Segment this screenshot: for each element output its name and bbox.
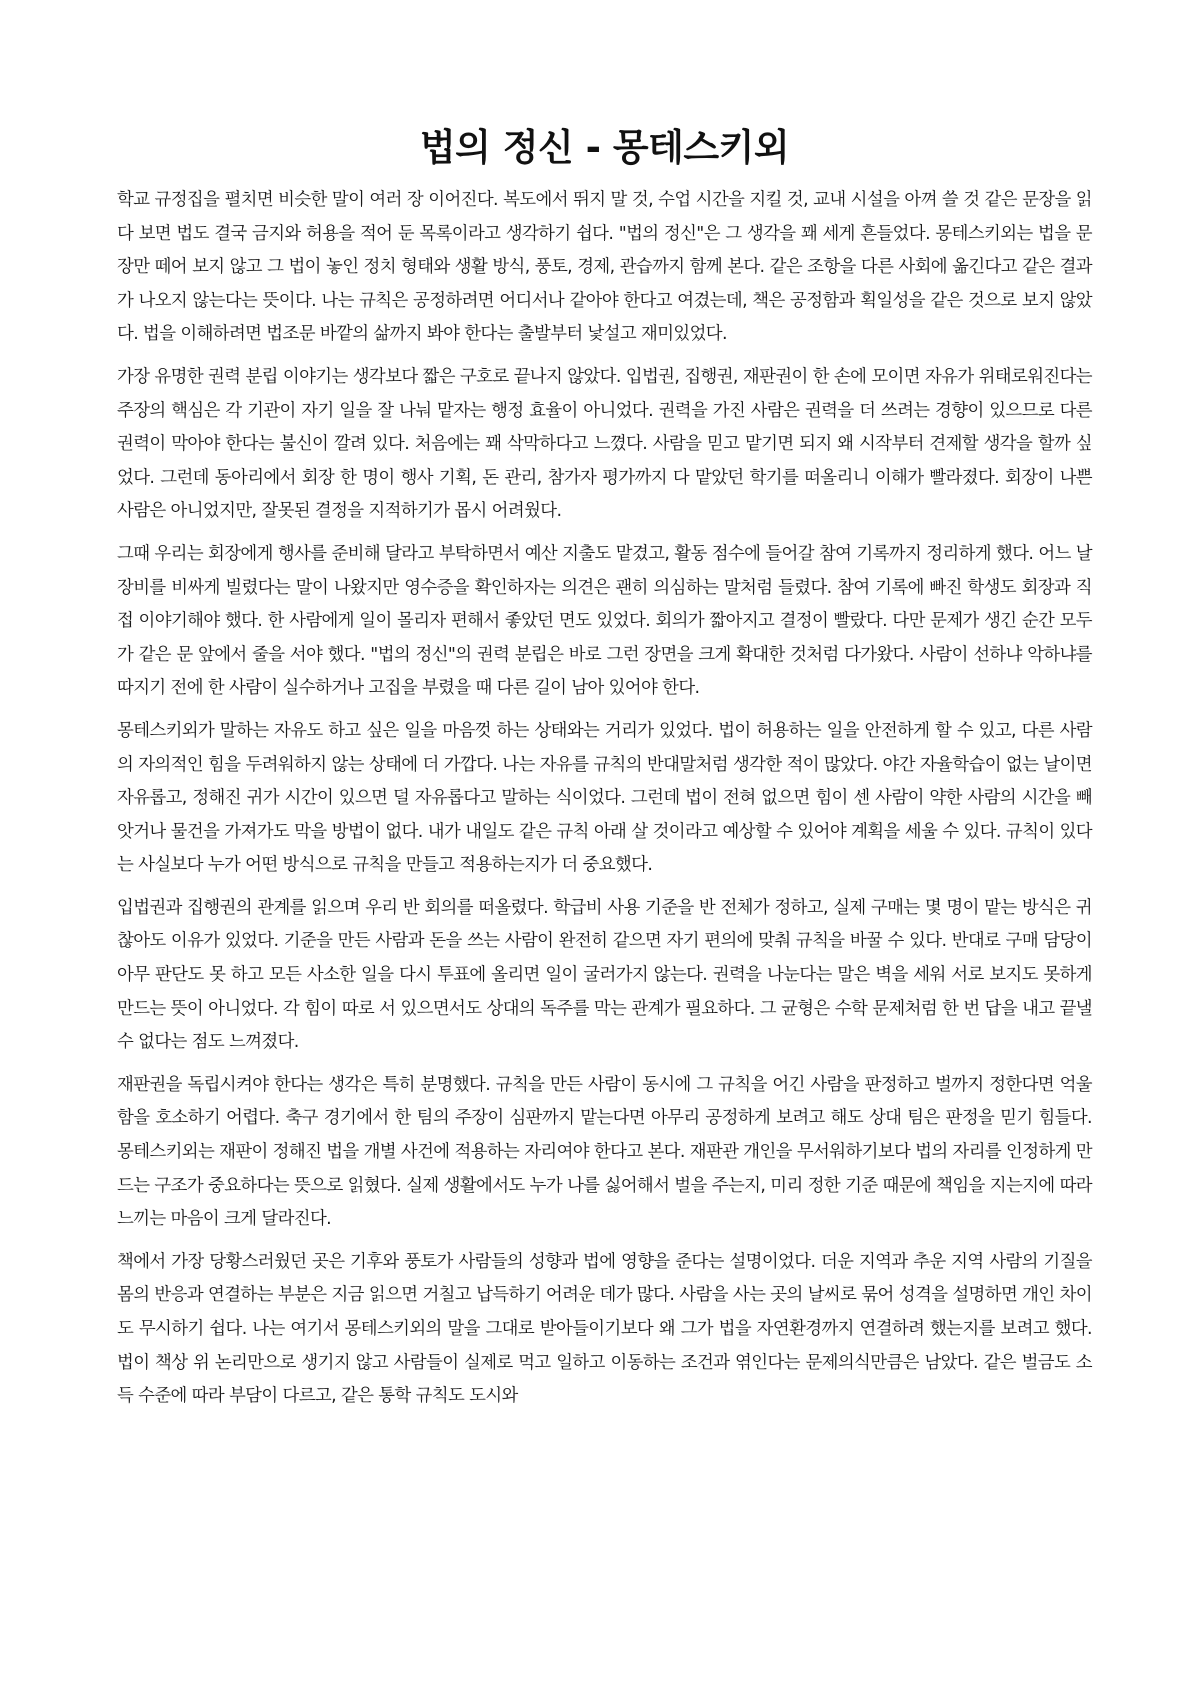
paragraph-1: 학교 규정집을 펼치면 비슷한 말이 여러 장 이어진다. 복도에서 뛰지 말 것, 수업 시간을 지킬 것, 교내 시설을 아껴 쓸 것 같은 문장을 읽다 보면 법도 결국 금지와 허용을 적어 둔 목록이라고 생각하기 쉽다. "법의 정신"은 그 생각을 꽤 세게 흔들었다. 몽테스키외는 법을 문장만 떼어 보지 않고 그 법이 놓인 정치 형태와 생활 방식, 풍토, 경제, 관습까지 함께 본다. 같은 조항을 다른 사회에 옮긴다고 같은 결과가 나오지 않는다는 뜻이다. 나는 규칙은 공정하려면 어디서나 같아야 한다고 여겼는데, 책은 공정함과 획일성을 같은 것으로 보지 않았다. 법을 이해하려면 법조문 바깥의 삶까지 봐야 한다는 출발부터 낯설고 재미있었다. [117,190,1092,345]
paragraph-4: 몽테스키외가 말하는 자유도 하고 싶은 일을 마음껏 하는 상태와는 거리가 있었다. 법이 허용하는 일을 안전하게 할 수 있고, 다른 사람의 자의적인 힘을 두려워하지 않는 상태에 더 가깝다. 나는 자유를 규칙의 반대말처럼 생각한 적이 많았다. 야간 자율학습이 없는 날이면 자유롭고, 정해진 귀가 시간이 있으면 덜 자유롭다고 말하는 식이었다. 그런데 법이 전혀 없으면 힘이 센 사람이 약한 사람의 시간을 빼앗거나 물건을 가져가도 막을 방법이 없다. 내가 내일도 같은 규칙 아래 살 것이라고 예상할 수 있어야 계획을 세울 수 있다. 규칙이 있다는 사실보다 누가 어떤 방식으로 규칙을 만들고 적용하는지가 더 중요했다. [117,720,1092,876]
paragraph-3: 그때 우리는 회장에게 행사를 준비해 달라고 부탁하면서 예산 지출도 맡겼고, 활동 점수에 들어갈 참여 기록까지 정리하게 했다. 어느 날 장비를 비싸게 빌렸다는 말이 나왔지만 영수증을 확인하자는 의견은 괜히 의심하는 말처럼 들렸다. 참여 기록에 빠진 학생도 회장과 직접 이야기해야 했다. 한 사람에게 일이 몰리자 편해서 좋았던 면도 있었다. 회의가 짧아지고 결정이 빨랐다. 다만 문제가 생긴 순간 모두가 같은 문 앞에서 줄을 서야 했다. "법의 정신"의 권력 분립은 바로 그런 장면을 크게 확대한 것처럼 다가왔다. 사람이 선하냐 악하냐를 따지기 전에 한 사람이 실수하거나 고집을 부렸을 때 다른 길이 남아 있어야 한다. [117,543,1092,699]
document-page [117,0,1092,1423]
paragraph-5: 입법권과 집행권의 관계를 읽으며 우리 반 회의를 떠올렸다. 학급비 사용 기준을 반 전체가 정하고, 실제 구매는 몇 명이 맡는 방식은 귀찮아도 이유가 있었다. 기준을 만든 사람과 돈을 쓰는 사람이 완전히 같으면 자기 편의에 맞춰 규칙을 바꿀 수 있다. 반대로 구매 담당이 아무 판단도 못 하고 모든 사소한 일을 다시 투표에 올리면 일이 굴러가지 않는다. 권력을 나눈다는 말은 벽을 세워 서로 보지도 못하게 만드는 뜻이 아니었다. 각 힘이 따로 서 있으면서도 상대의 독주를 막는 관계가 필요하다. 그 균형은 수학 문제처럼 한 번 답을 내고 끝낼 수 없다는 점도 느껴졌다. [117,897,1092,1053]
paragraph-6: 재판권을 독립시켜야 한다는 생각은 특히 분명했다. 규칙을 만든 사람이 동시에 그 규칙을 어긴 사람을 판정하고 벌까지 정한다면 억울함을 호소하기 어렵다. 축구 경기에서 한 팀의 주장이 심판까지 맡는다면 아무리 공정하게 보려고 해도 상대 팀은 판정을 믿기 힘들다. 몽테스키외는 재판이 정해진 법을 개별 사건에 적용하는 자리여야 한다고 본다. 재판관 개인을 무서워하기보다 법의 자리를 인정하게 만드는 구조가 중요하다는 뜻으로 읽혔다. 실제 생활에서도 누가 나를 싫어해서 벌을 주는지, 미리 정한 기준 때문에 책임을 지는지에 따라 느끼는 마음이 크게 달라진다. [117,1074,1092,1230]
document-title: 법의 정신 - 몽테스키외 [419,126,790,169]
paragraph-2: 가장 유명한 권력 분립 이야기는 생각보다 짧은 구호로 끝나지 않았다. 입법권, 집행권, 재판권이 한 손에 모이면 자유가 위태로워진다는 주장의 핵심은 각 기관이 자기 일을 잘 나눠 맡자는 행정 효율이 아니었다. 권력을 가진 사람은 권력을 더 쓰려는 경향이 있으므로 다른 권력이 막아야 한다는 불신이 깔려 있다. 처음에는 꽤 삭막하다고 느꼈다. 사람을 믿고 맡기면 되지 왜 시작부터 견제할 생각을 할까 싶었다. 그런데 동아리에서 회장 한 명이 행사 기획, 돈 관리, 참가자 평가까지 다 맡았던 학기를 떠올리니 이해가 빨라졌다. 회장이 나쁜 사람은 아니었지만, 잘못된 결정을 지적하기가 몹시 어려웠다. [117,366,1092,522]
document-body [117,184,1092,1414]
paragraph-7: 책에서 가장 당황스러웠던 곳은 기후와 풍토가 사람들의 성향과 법에 영향을 준다는 설명이었다. 더운 지역과 추운 지역 사람의 기질을 몸의 반응과 연결하는 부분은 지금 읽으면 거칠고 납득하기 어려운 데가 많다. 사람을 사는 곳의 날씨로 묶어 성격을 설명하면 개인 차이도 무시하기 쉽다. 나는 여기서 몽테스키외의 말을 그대로 받아들이기보다 왜 그가 법을 자연환경까지 연결하려 했는지를 보려고 했다. 법이 책상 위 논리만으로 생기지 않고 사람들이 실제로 먹고 일하고 이동하는 조건과 엮인다는 문제의식만큼은 남았다. 같은 벌금도 소득 수준에 따라 부담이 다르고, 같은 통학 규칙도 도시와 [117,1251,1092,1407]
